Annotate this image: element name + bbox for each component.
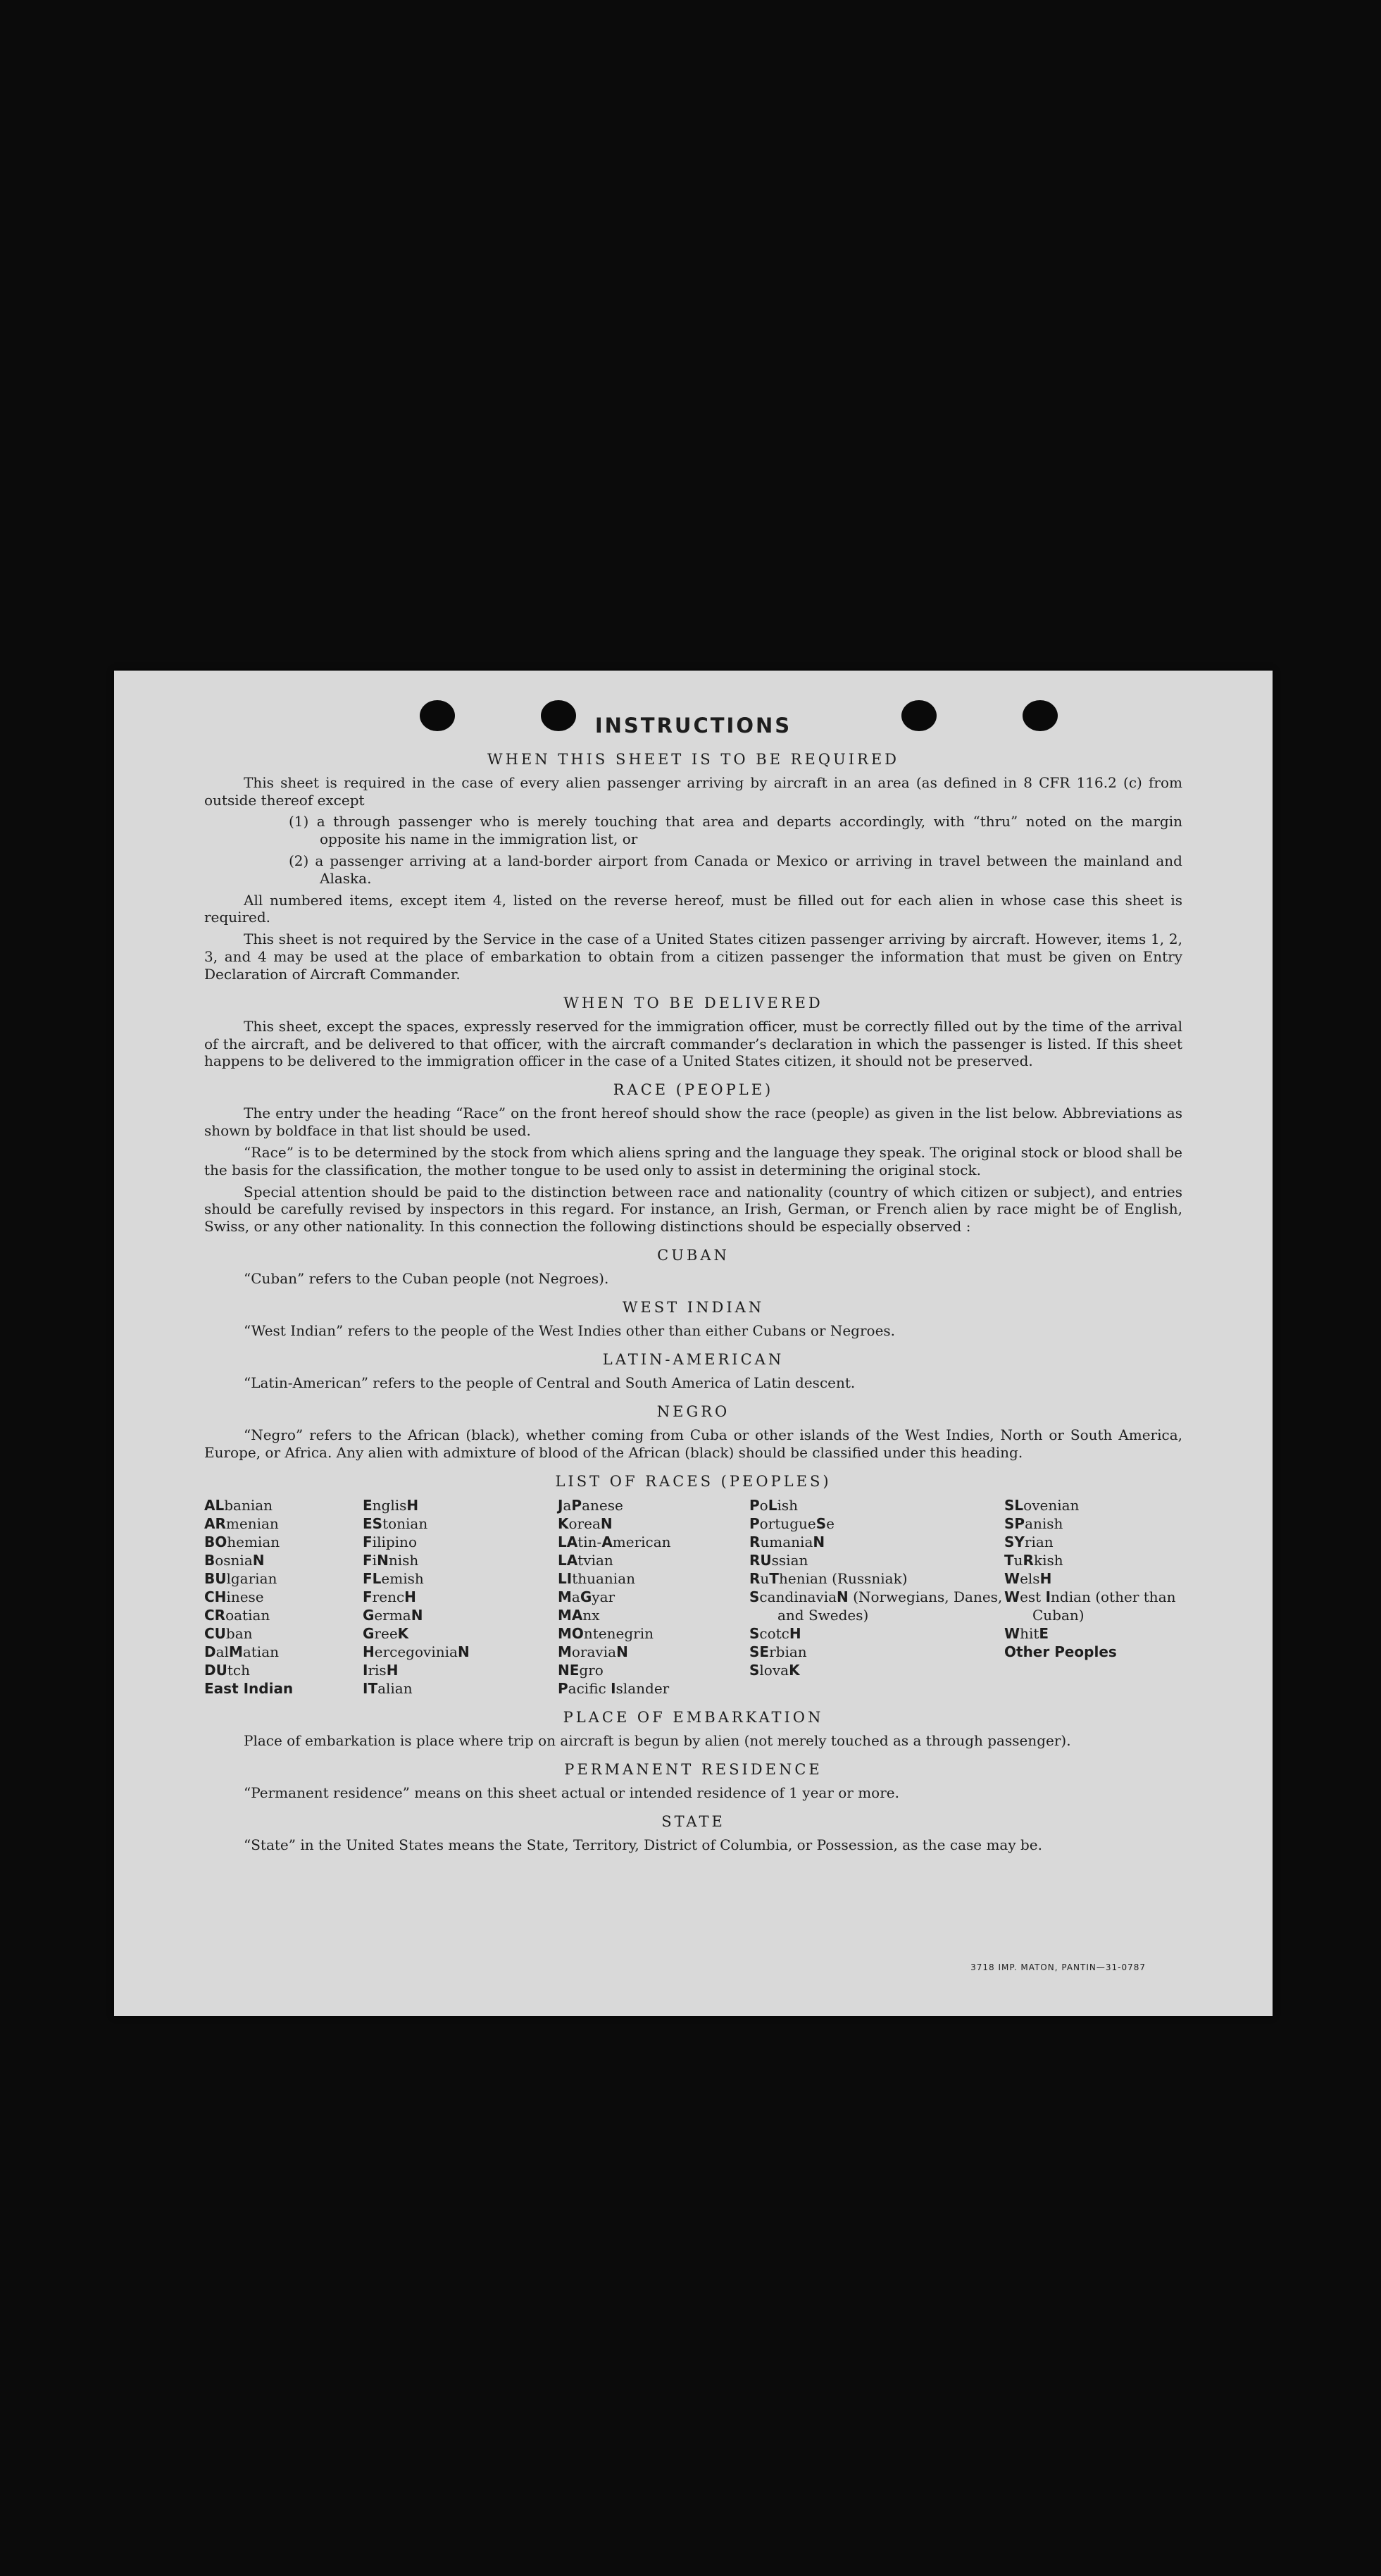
race-entry: EStonian [363, 1514, 428, 1532]
paragraph: Special attention should be paid to the distinction between race and nationality (country of which citizen or subject), and entries should be carefully revised by inspectors in this regard. For instance, an Irish, German, or French alien by race might be of English, Swiss, or any other nationality. In this connection the following distinctions should be especially observed : [204, 1183, 1182, 1236]
paragraph: Place of embarkation is place where trip on aircraft is begun by alien (not merely touched as a through passenger). [244, 1732, 1071, 1750]
race-entry: TuRkish [1004, 1551, 1063, 1569]
heading-race: RACE (PEOPLE) [613, 1081, 774, 1099]
heading-permanent-residence: PERMANENT RESIDENCE [564, 1760, 823, 1778]
race-entry: EnglisH [363, 1496, 419, 1514]
heading-west-indian: WEST INDIAN [622, 1298, 765, 1316]
race-entry: DUtch [204, 1661, 250, 1679]
race-entry: HercegoviniaN [363, 1643, 470, 1660]
heading-state: STATE [661, 1812, 725, 1830]
paragraph: “West Indian” refers to the people of the West Indies other than either Cubans or Negroes. [244, 1322, 896, 1340]
paragraph: “Latin-American” refers to the people of Central and South America of Latin descent. [244, 1374, 856, 1392]
race-entry: CUban [204, 1624, 253, 1642]
race-list [204, 1496, 1182, 1698]
paragraph: “Cuban” refers to the Cuban people (not Negroes). [244, 1270, 609, 1288]
race-entry: FiNnish [363, 1551, 419, 1569]
race-entry: SYrian [1004, 1533, 1054, 1550]
race-entry: CRoatian [204, 1606, 270, 1624]
race-entry: LIthuanian [558, 1569, 635, 1587]
race-column [749, 1496, 1004, 1698]
exception-item-1: (1) a through passenger who is merely touching that area and departs accordingly, with “thru” noted on the margin opposite his name in the immigration list, or [289, 813, 1182, 848]
race-entry: BOhemian [204, 1533, 280, 1550]
race-column [1004, 1496, 1182, 1698]
race-entry: BosniaN [204, 1551, 265, 1569]
printer-imprint: 3718 IMP. MATON, PANTIN—31-0787 [970, 1962, 1146, 1972]
paragraph: This sheet is not required by the Service in the case of a United States citizen passenger arriving by aircraft. However, items 1, 2, 3, and 4 may be used at the place of embarkation to obtain from a citizen passenger the information that must be given on Entry Declaration of Aircraft Commander. [204, 931, 1182, 983]
paragraph: “Permanent residence” means on this sheet actual or intended residence of 1 year or more. [244, 1784, 899, 1802]
race-entry: ScotcH [749, 1624, 801, 1642]
race-entry: Other Peoples [1004, 1643, 1117, 1660]
race-entry: GreeK [363, 1624, 409, 1642]
race-entry: SlovaK [749, 1661, 800, 1679]
race-entry: BUlgarian [204, 1569, 277, 1587]
heading-when-delivered: WHEN TO BE DELIVERED [563, 994, 823, 1012]
paragraph: This sheet, except the spaces, expressly reserved for the immigration officer, must be correctly filled out by the time of the arrival of the aircraft, and be delivered to that officer, with the aircraft commander’s declaration in which the passenger is listed. If this sheet happens to be delivered to the immigration officer in the case of a United States citizen, it should not be preserved. [204, 1017, 1182, 1070]
race-entry: MAnx [558, 1606, 600, 1624]
race-entry: WhitE [1004, 1624, 1049, 1642]
sheet-content [204, 713, 1182, 1858]
heading-latin-american: LATIN-AMERICAN [602, 1350, 785, 1368]
paragraph: “Negro” refers to the African (black), whether coming from Cuba or other islands of the West Indies, North or South America, Europe, or Africa. Any alien with admixture of blood of the African (black) should be classified under this heading. [204, 1426, 1182, 1461]
heading-negro: NEGRO [656, 1402, 730, 1420]
race-column [558, 1496, 749, 1698]
race-entry: RuThenian (Russniak) [749, 1569, 908, 1587]
race-entry: NEgro [558, 1661, 604, 1679]
race-entry: PoLish [749, 1496, 799, 1514]
race-entry: ScandinaviaN (Norwegians, Danes, and Swedes) [749, 1588, 1003, 1624]
race-entry: FLemish [363, 1569, 424, 1587]
heading-place-of-embarkation: PLACE OF EMBARKATION [563, 1708, 824, 1726]
race-entry: West Indian (other than Cuban) [1004, 1588, 1176, 1624]
race-entry: SPanish [1004, 1514, 1063, 1532]
race-column [204, 1496, 363, 1698]
race-entry: RUssian [749, 1551, 808, 1569]
race-entry: SLovenian [1004, 1496, 1080, 1514]
race-entry: Filipino [363, 1533, 417, 1550]
race-entry: JaPanese [558, 1496, 623, 1514]
race-entry: ALbanian [204, 1496, 273, 1514]
race-entry: WelsH [1004, 1569, 1052, 1587]
race-entry: East Indian [204, 1679, 294, 1697]
paragraph: The entry under the heading “Race” on the front hereof should show the race (people) as given in the list below. Abbreviations as shown by boldface in that list should be used. [204, 1105, 1182, 1140]
heading-cuban: CUBAN [657, 1246, 730, 1264]
race-entry: ITalian [363, 1679, 413, 1697]
race-entry: CHinese [204, 1588, 264, 1605]
race-entry: PortugueSe [749, 1514, 835, 1532]
exception-item-2: (2) a passenger arriving at a land-border airport from Canada or Mexico or arriving in travel between the mainland and Alaska. [289, 852, 1182, 887]
race-entry: DalMatian [204, 1643, 280, 1660]
race-entry: ARmenian [204, 1514, 279, 1532]
race-entry: FrencH [363, 1588, 416, 1605]
race-entry: MOntenegrin [558, 1624, 654, 1642]
race-entry: MoraviaN [558, 1643, 628, 1660]
race-entry: LAtin-American [558, 1533, 671, 1550]
paragraph: This sheet is required in the case of every alien passenger arriving by aircraft in an area (as defined in 8 CFR 116.2 (c) from outside thereof except [204, 773, 1182, 809]
heading-when-required: WHEN THIS SHEET IS TO BE REQUIRED [487, 750, 900, 768]
race-entry: GermaN [363, 1606, 423, 1624]
race-entry: MaGyar [558, 1588, 615, 1605]
race-entry: KoreaN [558, 1514, 613, 1532]
race-column [363, 1496, 558, 1698]
race-entry: RumaniaN [749, 1533, 825, 1550]
paragraph: All numbered items, except item 4, listed on the reverse hereof, must be filled out for each alien in whose case this sheet is required. [204, 891, 1182, 926]
race-entry: SErbian [749, 1643, 807, 1660]
paragraph: “State” in the United States means the State, Territory, District of Columbia, or Possession, as the case may be. [244, 1836, 1042, 1854]
race-entry: IrisH [363, 1661, 399, 1679]
paragraph: “Race” is to be determined by the stock from which aliens spring and the language they speak. The original stock or blood shall be the basis for the classification, the mother tongue to be used only to assist in determining the original stock. [204, 1144, 1182, 1178]
page-title: INSTRUCTIONS [594, 714, 792, 738]
race-entry: Pacific Islander [558, 1679, 670, 1697]
instruction-sheet [114, 671, 1273, 2016]
heading-list-of-races: LIST OF RACES (PEOPLES) [555, 1472, 832, 1490]
race-entry: LAtvian [558, 1551, 613, 1569]
